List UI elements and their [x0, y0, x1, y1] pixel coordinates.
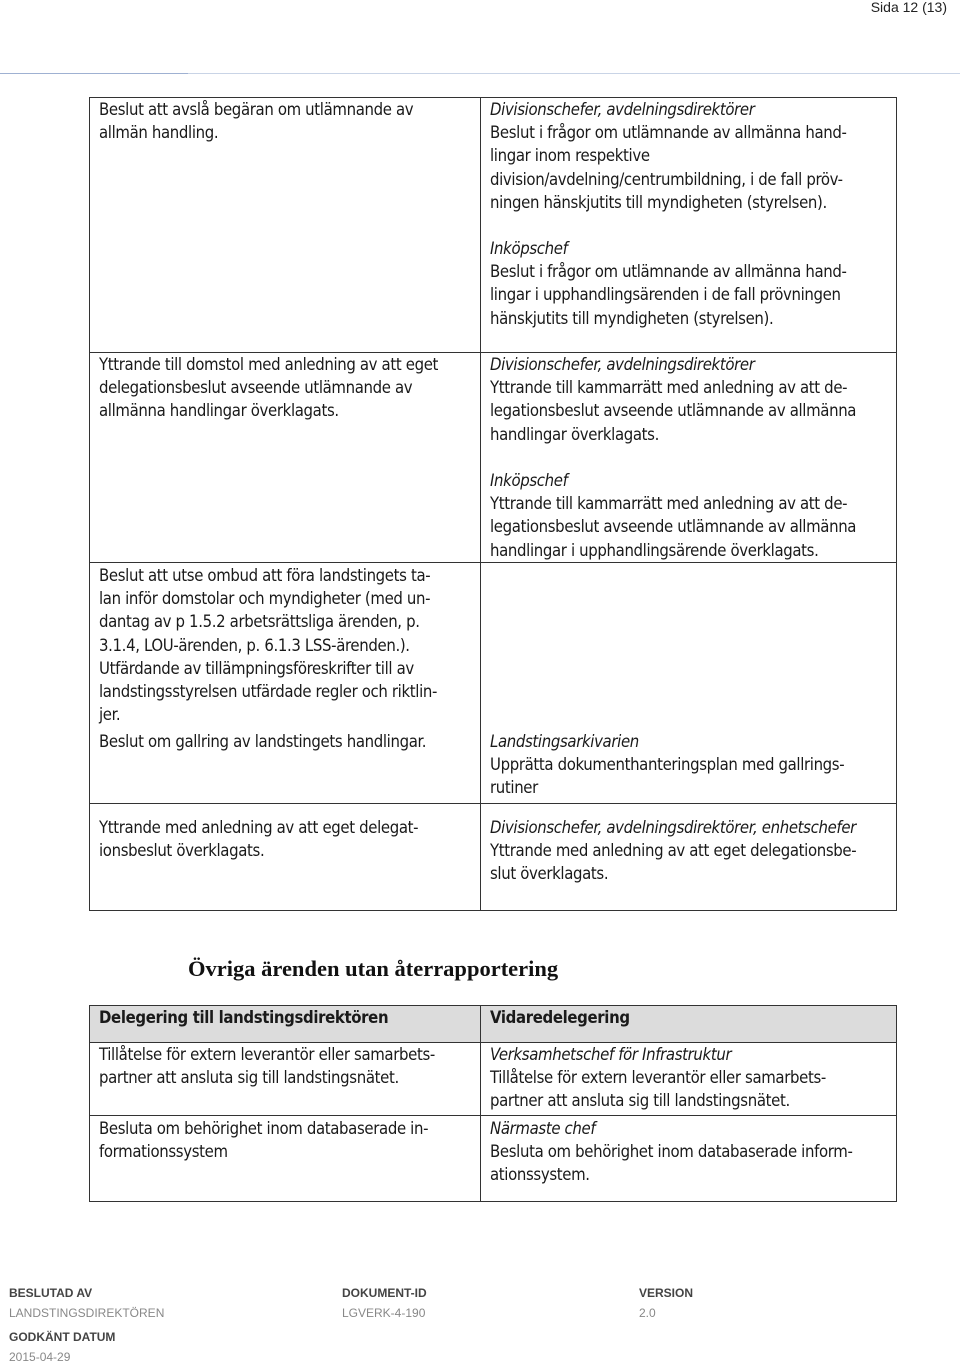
delegation-matter: Beslut att avslå begäran om utlämnande av allmän handling. [99, 100, 414, 143]
delegate-role: Divisionschefer, avdelningsdirektörer, enhetschefer [490, 818, 856, 837]
row-divider [89, 803, 897, 804]
sub-delegation-entry: Divisionschefer, avdelningsdirektörer Beslut i frågor om utlämnande av allmänna hand- lingar inom respektive division/avdelning/centrumbildning, i de fall pröv- ningen hänskjutits till myndigheten (styrelsen). [490, 100, 847, 212]
delegation-matter: Beslut om gallring av landstingets handlingar. [99, 732, 427, 751]
delegation-matter: Besluta om behörighet inom databaserade in- formationssystem [99, 1119, 429, 1162]
sub-delegation-entry: Inköpschef Beslut i frågor om utlämnande av allmänna hand- lingar i upphandlingsärenden i de fall prövningen hänskjutits till myndigheten (styrelsen). [490, 239, 847, 328]
header-rule [0, 73, 960, 74]
delegate-role: Närmaste chef [490, 1119, 596, 1138]
delegate-role: Divisionschefer, avdelningsdirektörer [490, 355, 755, 374]
delegate-role: Landstingsarkivarien [490, 732, 639, 751]
row-divider [89, 1115, 897, 1116]
delegate-role: Verksamhetschef för Infrastruktur [490, 1045, 732, 1064]
sub-delegation-entry: Landstingsarkivarien Upprätta dokumenthanteringsplan med gallrings- rutiner [490, 732, 845, 798]
section-title: Övriga ärenden utan återrapportering [188, 956, 559, 981]
delegation-matter: Tillåtelse för extern leverantör eller samarbets- partner att ansluta sig till landstingsnätet. [99, 1045, 435, 1088]
sub-delegation-entry: Divisionschefer, avdelningsdirektörer, enhetschefer Yttrande med anledning av att eget delegationsbe- slut överklagats. [490, 818, 857, 884]
column-divider [480, 97, 481, 911]
delegation-matter: Utfärdande av tillämpningsföreskrifter till av landstingsstyrelsen utfärdade regler och riktlin- jer. [99, 659, 438, 725]
footer-approved-date-value: 2015-04-29 [9, 1350, 71, 1364]
column-divider [480, 1005, 481, 1202]
delegate-role: Inköpschef [490, 239, 568, 258]
footer-decided-by-value: LANDSTINGSDIREKTÖREN [9, 1306, 165, 1320]
page-number: Sida 12 (13) [870, 0, 947, 15]
column-header: Vidaredelegering [490, 1008, 630, 1027]
row-divider [89, 562, 897, 563]
footer-decided-by-label: BESLUTAD AV [9, 1286, 93, 1300]
sub-delegation-entry: Verksamhetschef för Infrastruktur Tillåtelse för extern leverantör eller samarbets- partner att ansluta sig till landstingsnätet. [490, 1045, 826, 1111]
delegation-matter: Yttrande till domstol med anledning av att eget delegationsbeslut avseende utlämnande av allmänna handlingar överklagats. [99, 355, 439, 421]
sub-delegation-entry: Divisionschefer, avdelningsdirektörer Yttrande till kammarrätt med anledning av att de- legationsbeslut avseende utlämnande av allmänna handlingar överklagats. [490, 355, 857, 444]
column-header: Delegering till landstingsdirektören [99, 1008, 389, 1027]
sub-delegation-entry: Närmaste chef Besluta om behörighet inom databaserade inform- ationssystem. [490, 1119, 853, 1185]
delegation-matter: Yttrande med anledning av att eget delegat- ionsbeslut överklagats. [99, 818, 419, 861]
footer-version-value: 2.0 [639, 1306, 656, 1320]
footer-document-id-value: LGVERK-4-190 [342, 1306, 426, 1320]
delegation-matter: Beslut att utse ombud att föra landstingets ta- lan inför domstolar och myndigheter (med un- dantag av p 1.5.2 arbetsrättsliga ärenden, p. 3.1.4, LOU-ärenden, p. 6.1.3 LSS-ärenden.). [99, 566, 431, 655]
delegate-role: Divisionschefer, avdelningsdirektörer [490, 100, 755, 119]
footer-document-id-label: DOKUMENT-ID [342, 1286, 427, 1300]
footer-approved-date-label: GODKÄNT DATUM [9, 1330, 116, 1344]
delegate-role: Inköpschef [490, 471, 568, 490]
sub-delegation-entry: Inköpschef Yttrande till kammarrätt med anledning av att de- legationsbeslut avseende utlämnande av allmänna handlingar i upphandlingsärende överklagats. [490, 471, 857, 560]
footer-version-label: VERSION [639, 1286, 694, 1300]
